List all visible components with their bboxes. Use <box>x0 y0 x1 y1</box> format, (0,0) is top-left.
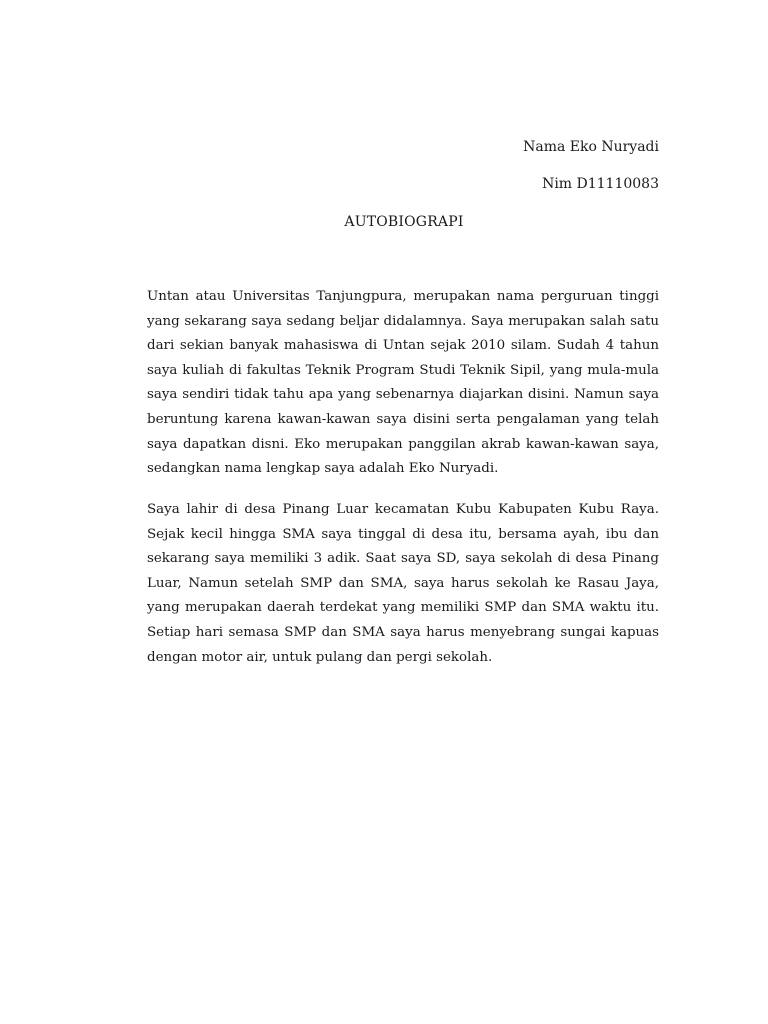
student-id: Nim D11110083 <box>542 176 659 192</box>
paragraph-1: Untan atau Universitas Tanjungpura, merupakan nama perguruan tinggi yang sekarang saya sedang beljar didalamnya. Saya merupakan salah satu dari sekian banyak mahasiswa di Untan sejak 2010 silam. Sudah 4 tahun saya kuliah di fakultas Teknik Program Studi Teknik Sipil, yang mula-mula saya sendiri tidak tahu apa yang sebenarnya diajarkan disini. Namun saya beruntung karena kawan-kawan saya disini serta pengalaman yang telah saya dapatkan disni. Eko merupakan panggilan akrab kawan-kawan saya, sedangkan nama lengkap saya adalah Eko Nuryadi. <box>147 289 659 477</box>
document-title: AUTOBIOGRAPI <box>344 214 464 230</box>
author-name: Nama Eko Nuryadi <box>523 139 659 155</box>
paragraph-2: Saya lahir di desa Pinang Luar kecamatan Kubu Kabupaten Kubu Raya. Sejak kecil hingga SMA saya tinggal di desa itu, bersama ayah, ibu dan sekarang saya memiliki 3 adik. Saat saya SD, saya sekolah di desa Pinang Luar, Namun setelah SMP dan SMA, saya harus sekolah ke Rasau Jaya, yang merupakan daerah terdekat yang memiliki SMP dan SMA waktu itu. Setiap hari semasa SMP dan SMA saya harus menyebrang sungai kapuas dengan motor air, untuk pulang dan pergi sekolah. <box>147 502 659 665</box>
